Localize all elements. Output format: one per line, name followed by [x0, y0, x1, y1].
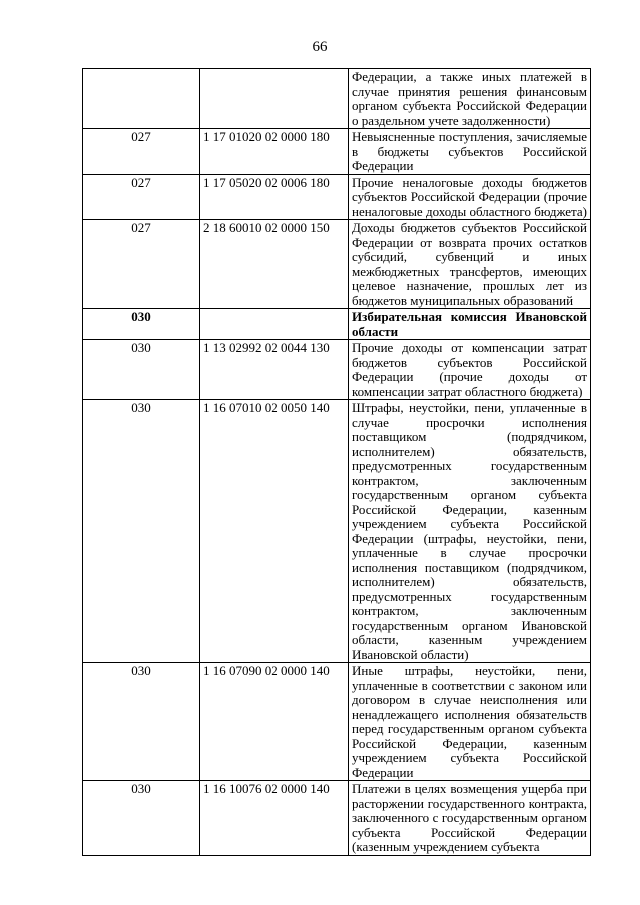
description-cell: Прочие неналоговые доходы бюджетов субъектов Российской Федерации (прочие неналоговые доходы областного бюджета) — [349, 174, 591, 220]
admin-code-cell: 030 — [83, 663, 200, 781]
admin-code-cell: 027 — [83, 174, 200, 220]
table-row — [83, 663, 591, 781]
budget-code-cell: 1 13 02992 02 0044 130 — [200, 340, 349, 400]
table-row — [83, 400, 591, 663]
table-row — [83, 69, 591, 129]
admin-code-cell: 030 — [83, 400, 200, 663]
table-row — [83, 781, 591, 856]
description-cell: Штрафы, неустойки, пени, уплаченные в случае просрочки исполнения поставщиком (подрядчиком, исполнителем) обязательств, предусмотренных государственным контрактом, заключенным государственным органом субъекта Российской Федерации, казенным учреждением субъекта Российской Федерации (штрафы, неустойки, пени, уплаченные в случае просрочки исполнения поставщиком (подрядчиком, исполнителем) обязательств, предусмотренных государственным контрактом, заключенным государственным органом Ивановской области, казенным учреждением Ивановской области) — [349, 400, 591, 663]
table-row — [83, 174, 591, 220]
description-cell: Прочие доходы от компенсации затрат бюджетов субъектов Российской Федерации (прочие доходы от компенсации затрат областного бюджета) — [349, 340, 591, 400]
table-row — [83, 129, 591, 175]
admin-code-cell: 027 — [83, 220, 200, 309]
admin-code-cell: 030 — [83, 340, 200, 400]
section-title: Избирательная комиссия Ивановской области — [349, 309, 591, 340]
page-number: 66 — [312, 39, 328, 55]
admin-code-cell: 030 — [83, 781, 200, 856]
budget-code-cell — [200, 69, 349, 129]
description-cell: Невыясненные поступления, зачисляемые в бюджеты субъектов Российской Федерации — [349, 129, 591, 175]
budget-code-cell: 2 18 60010 02 0000 150 — [200, 220, 349, 309]
admin-code-cell — [83, 69, 200, 129]
admin-code-cell: 030 — [83, 309, 200, 340]
budget-code-cell: 1 16 07010 02 0050 140 — [200, 400, 349, 663]
description-cell: Платежи в целях возмещения ущерба при расторжении государственного контракта, заключенного с государственным органом субъекта Российской Федерации (казенным учреждением субъекта — [349, 781, 591, 856]
admin-code-cell: 027 — [83, 129, 200, 175]
revenue-classification-table — [82, 68, 591, 856]
table-row — [83, 340, 591, 400]
budget-code-cell: 1 16 07090 02 0000 140 — [200, 663, 349, 781]
description-cell: Доходы бюджетов субъектов Российской Федерации от возврата прочих остатков субсидий, субвенций и иных межбюджетных трансфертов, имеющих целевое назначение, прошлых лет из бюджетов муниципальных образований — [349, 220, 591, 309]
budget-code-cell: 1 16 10076 02 0000 140 — [200, 781, 349, 856]
table-row — [83, 220, 591, 309]
description-cell: Иные штрафы, неустойки, пени, уплаченные в соответствии с законом или договором в случае неисполнения или ненадлежащего исполнения обязательств перед государственным органом субъекта Российской Федерации, казенным учреждением субъекта Российской Федерации — [349, 663, 591, 781]
budget-code-cell: 1 17 05020 02 0006 180 — [200, 174, 349, 220]
section-header-row — [83, 309, 591, 340]
description-cell: Федерации, а также иных платежей в случае принятия решения финансовым органом субъекта Российской Федерации о раздельном учете задолженности) — [349, 69, 591, 129]
budget-code-cell: 1 17 01020 02 0000 180 — [200, 129, 349, 175]
budget-code-cell — [200, 309, 349, 340]
